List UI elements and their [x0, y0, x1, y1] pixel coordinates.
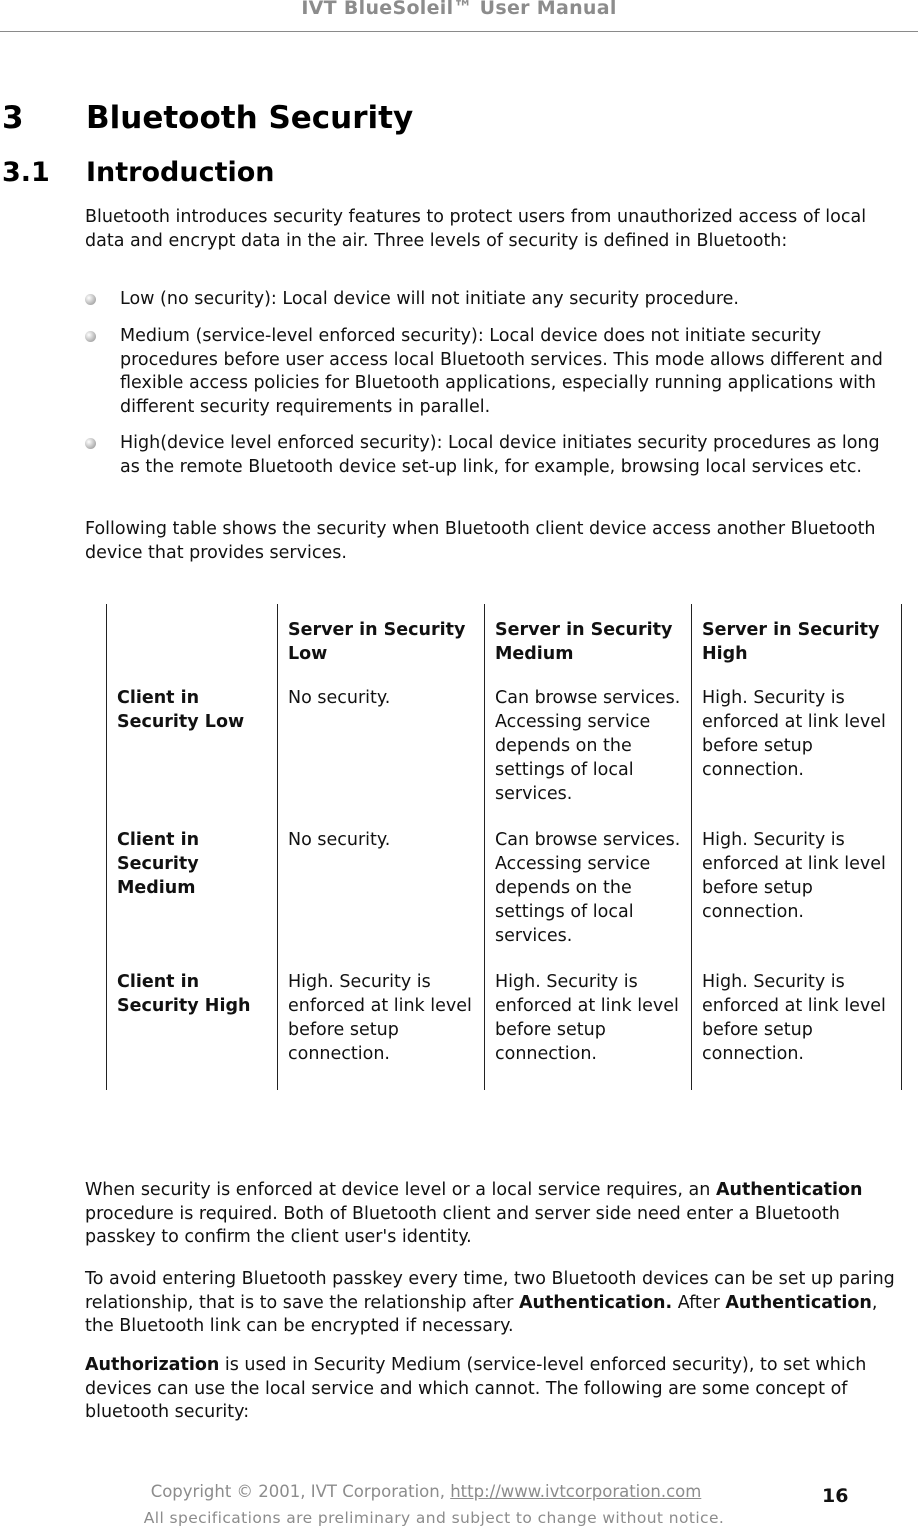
table-corner-cell: [107, 604, 278, 686]
section-title: Introduction: [86, 157, 275, 188]
authorization-term: Authorization: [85, 1355, 220, 1375]
table-intro-paragraph: Following table shows the security when Bluetooth client device access another Bluetooth device that provides services.: [85, 519, 876, 563]
header-server-medium: Server in Security Medium: [485, 604, 692, 686]
table-header-row: [107, 604, 902, 686]
footer-notice: All specifications are preliminary and subject to change without notice.: [143, 1509, 725, 1527]
authentication-term: Authentication: [725, 1292, 872, 1313]
table-cell: High. Security is enforced at link level before setup connection.: [692, 970, 902, 1090]
authentication-term: Authentication: [715, 1180, 863, 1200]
header-server-high: Server in Security High: [692, 604, 902, 686]
footer-copyright: [0, 1482, 852, 1501]
security-level-medium: Medium (service-level enforced security): Local device does not initiate security procedures before user access local Bluetooth services. This mode allows different and flexible access policies for Bluetooth applications, especially running applications with different security requirements in parallel.: [120, 326, 883, 417]
page-header: [0, 0, 918, 32]
table-cell: Can browse services. Accessing service depends on the settings of local services.: [485, 686, 692, 828]
table-cell: Can browse services. Accessing service depends on the settings of local services.: [485, 828, 692, 970]
authentication-term: Authentication.: [518, 1292, 673, 1313]
section-number: 3.1: [2, 157, 50, 188]
security-table: [106, 604, 902, 1090]
chapter-number: 3: [2, 100, 24, 136]
table-cell: High. Security is enforced at link level before setup connection.: [692, 686, 902, 828]
table-cell: High. Security is enforced at link level before setup connection.: [278, 970, 485, 1090]
chapter-heading: [2, 100, 413, 136]
authentication-paragraph: [85, 1179, 903, 1250]
text-run: When security is enforced at device level or a local service requires, an: [85, 1180, 716, 1200]
text-run: procedure is required. Both of Bluetooth client and server side need enter a Bluetooth passkey to confirm the client user's identity.: [85, 1203, 840, 1247]
authorization-paragraph: [85, 1354, 903, 1425]
header-server-low: Server in Security Low: [278, 604, 485, 686]
table-cell: No security.: [278, 686, 485, 828]
text-run: is used in Security Medium (service-level enforced security), to set which devices can use the local service and which cannot. The following are some concept of bluetooth security:: [85, 1355, 867, 1422]
security-level-low: Low (no security): Local device will not initiate any security procedure.: [120, 289, 739, 309]
row-client-high: Client in Security High: [107, 970, 278, 1090]
copyright-text: Copyright © 2001, IVT Corporation,: [150, 1482, 451, 1501]
table-row: [107, 970, 902, 1090]
header-title: IVT BlueSoleil™ User Manual: [301, 0, 617, 19]
security-level-high: High(device level enforced security): Local device initiates security procedures as long as the remote Bluetooth device set-up link, for example, browsing local services etc.: [120, 433, 880, 477]
table-row: [107, 828, 902, 970]
table-cell: No security.: [278, 828, 485, 970]
intro-paragraph: Bluetooth introduces security features to protect users from unauthorized access of local data and encrypt data in the air. Three levels of security is defined in Bluetooth:: [85, 207, 867, 251]
bullet-icon: [85, 294, 96, 305]
company-website-link[interactable]: http://www.ivtcorporation.com: [450, 1482, 702, 1501]
text-run: To avoid entering Bluetooth passkey every time, two Bluetooth devices can be set up paring relationship, that is to save the relationship after: [85, 1269, 895, 1313]
table-cell: High. Security is enforced at link level before setup connection.: [692, 828, 902, 970]
table-cell: High. Security is enforced at link level before setup connection.: [485, 970, 692, 1090]
pairing-paragraph: [85, 1268, 903, 1339]
text-run: After: [672, 1292, 726, 1313]
table-row: [107, 686, 902, 828]
row-client-low: Client in Security Low: [107, 686, 278, 828]
chapter-title: Bluetooth Security: [86, 100, 414, 136]
page-number: 16: [822, 1485, 849, 1507]
section-heading: [2, 157, 275, 188]
row-client-medium: Client in Security Medium: [107, 828, 278, 970]
text-run: , the Bluetooth link can be encrypted if necessary.: [85, 1292, 878, 1336]
bullet-icon: [85, 438, 96, 449]
bullet-icon: [85, 331, 96, 342]
